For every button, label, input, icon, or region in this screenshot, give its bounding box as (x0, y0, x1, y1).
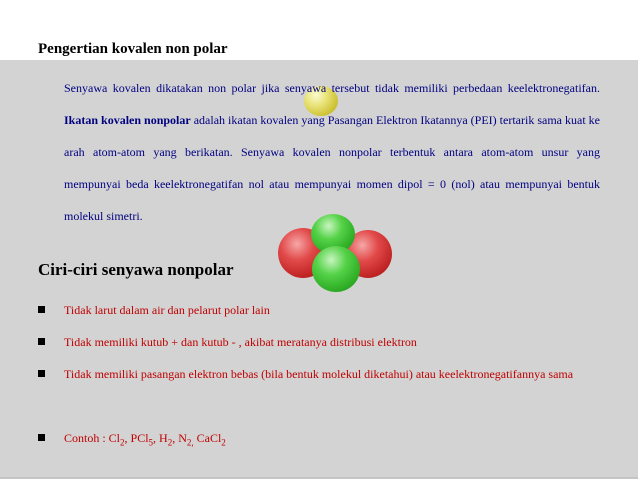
paragraph-bold-term: Ikatan kovalen nonpolar (64, 113, 191, 127)
formula-text: , H (153, 431, 168, 445)
list-item-text: Tidak memiliki pasangan elektron bebas (bila bentuk molekul diketahui) atau keelektronegatifannya sama (64, 367, 574, 381)
list-item-text: Tidak larut dalam air dan pelarut polar lain (64, 303, 270, 317)
section2-title: Ciri-ciri senyawa nonpolar (38, 260, 234, 279)
formula-text: , PCl (124, 431, 149, 445)
formula-text: CaCl (193, 431, 222, 445)
paragraph-part-1: Senyawa kovalen dikatakan non polar jika senyawa tersebut tidak memiliki perbedaan keelektronegatifan. (64, 81, 600, 95)
square-bullet-icon (38, 306, 45, 313)
subscript: 5 (148, 437, 154, 448)
example-formulas (64, 422, 600, 454)
green-atom-bottom-image (312, 246, 360, 292)
paragraph-part-2: adalah ikatan kovalen yang Pasangan Elektron Ikatannya (PEI) tertarik sama kuat ke arah atom-atom yang berikatan. Senyawa kovalen nonpolar terbentuk antara atom-atom unsur yang mempunyai beda keelektronegatifan nol atau mempunyai momen dipol = 0 (nol) atau mempunyai bentuk molekul simetri. (64, 113, 600, 223)
square-bullet-icon (38, 434, 45, 441)
section1-title: Pengertian kovalen non polar (38, 41, 228, 57)
list-item-text: Tidak memiliki kutub + dan kutub - , akibat meratanya distribusi elektron (64, 335, 417, 349)
list-item (38, 358, 600, 390)
definition-paragraph (64, 72, 600, 232)
subscript: 2 (221, 437, 226, 448)
list-item (38, 294, 600, 326)
example-prefix: Contoh : Cl (64, 431, 121, 445)
subscript: 2, (186, 437, 194, 448)
subscript: 2 (167, 437, 173, 448)
subscript: 2 (120, 437, 125, 448)
square-bullet-icon (38, 338, 45, 345)
formula-text: , N (172, 431, 187, 445)
list-item (38, 326, 600, 358)
list-item-example (38, 422, 600, 454)
square-bullet-icon (38, 370, 45, 377)
